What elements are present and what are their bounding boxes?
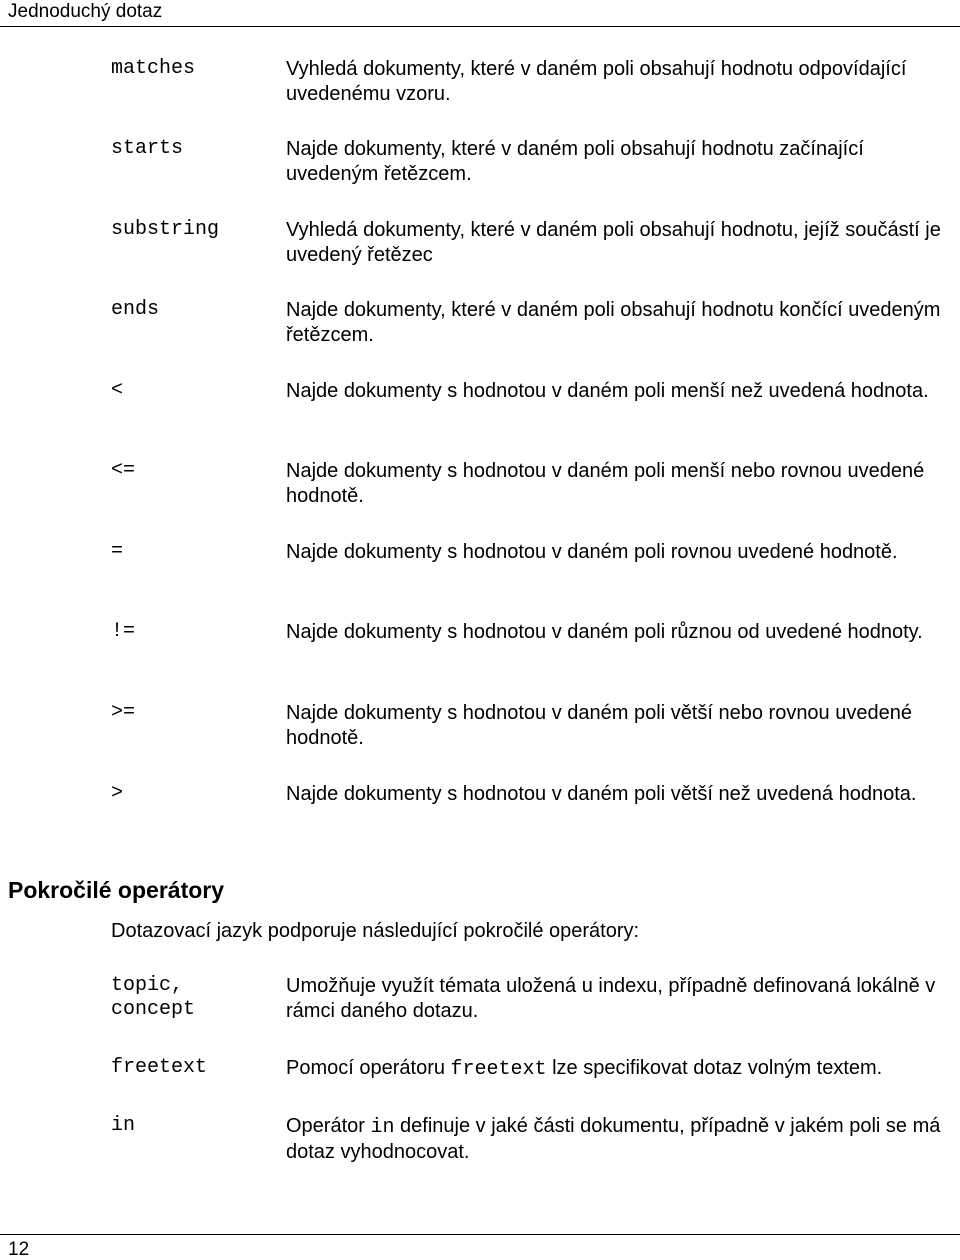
operator-description: Najde dokumenty s hodnotou v daném poli větší než uvedená hodnota. [286, 783, 917, 805]
description-text: Pomocí operátoru [286, 1057, 451, 1079]
operator-code [111, 974, 195, 1022]
operator-code: != [111, 620, 136, 643]
footer-divider [0, 1234, 960, 1235]
operator-code: substring [111, 218, 220, 241]
operator-code-line: concept [111, 998, 196, 1021]
description-text: definuje v jaké části dokumentu, případně v jakém poli se má dotaz vyhodnocovat. [286, 1115, 941, 1163]
operator-description [286, 1056, 951, 1082]
operator-description: Vyhledá dokumenty, které v daném poli obsahují hodnotu, jejíž součástí je uvedený řetězec [286, 219, 941, 266]
operator-code: < [111, 379, 124, 402]
operator-description: Najde dokumenty s hodnotou v daném poli menší než uvedená hodnota. [286, 380, 929, 402]
operator-code: matches [111, 57, 196, 80]
section-heading: Pokročilé operátory [8, 877, 225, 903]
page-header [0, 0, 960, 28]
operator-description: Najde dokumenty s hodnotou v daném poli rovnou uvedené hodnotě. [286, 541, 898, 563]
operator-description: Vyhledá dokumenty, které v daném poli obsahují hodnotu odpovídající uvedenému vzoru. [286, 58, 907, 105]
operator-code: <= [111, 459, 136, 482]
inline-code: freetext [450, 1058, 547, 1081]
operator-description: Najde dokumenty s hodnotou v daném poli větší nebo rovnou uvedené hodnotě. [286, 702, 912, 749]
header-title: Jednoduchý dotaz [8, 1, 163, 22]
header-divider [0, 26, 960, 27]
operator-description: Najde dokumenty s hodnotou v daném poli různou od uvedené hodnoty. [286, 621, 923, 643]
operator-code: freetext [111, 1056, 208, 1079]
operator-description: Najde dokumenty, které v daném poli obsahují hodnotu začínající uvedeným řetězcem. [286, 138, 864, 185]
operator-description: Najde dokumenty s hodnotou v daném poli menší nebo rovnou uvedené hodnotě. [286, 460, 925, 507]
operator-code: starts [111, 137, 184, 160]
operator-description: Najde dokumenty, které v daném poli obsahují hodnotu končící uvedeným řetězcem. [286, 299, 941, 346]
page-number: 12 [8, 1239, 30, 1260]
operator-code: > [111, 782, 124, 805]
operator-description: Umožňuje využít témata uložená u indexu, případně definovaná lokálně v rámci daného dotazu. [286, 975, 936, 1022]
operator-code: in [111, 1114, 136, 1137]
inline-code: in [370, 1116, 395, 1139]
operator-code: >= [111, 701, 136, 724]
description-text: Operátor [286, 1115, 371, 1137]
operator-code: = [111, 540, 124, 563]
operator-code: ends [111, 298, 160, 321]
operator-code-line: topic, [111, 974, 184, 997]
section-intro: Dotazovací jazyk podporuje následující pokročilé operátory: [111, 920, 640, 942]
description-text: lze specifikovat dotaz volným textem. [546, 1057, 883, 1079]
operator-description [286, 1114, 951, 1165]
